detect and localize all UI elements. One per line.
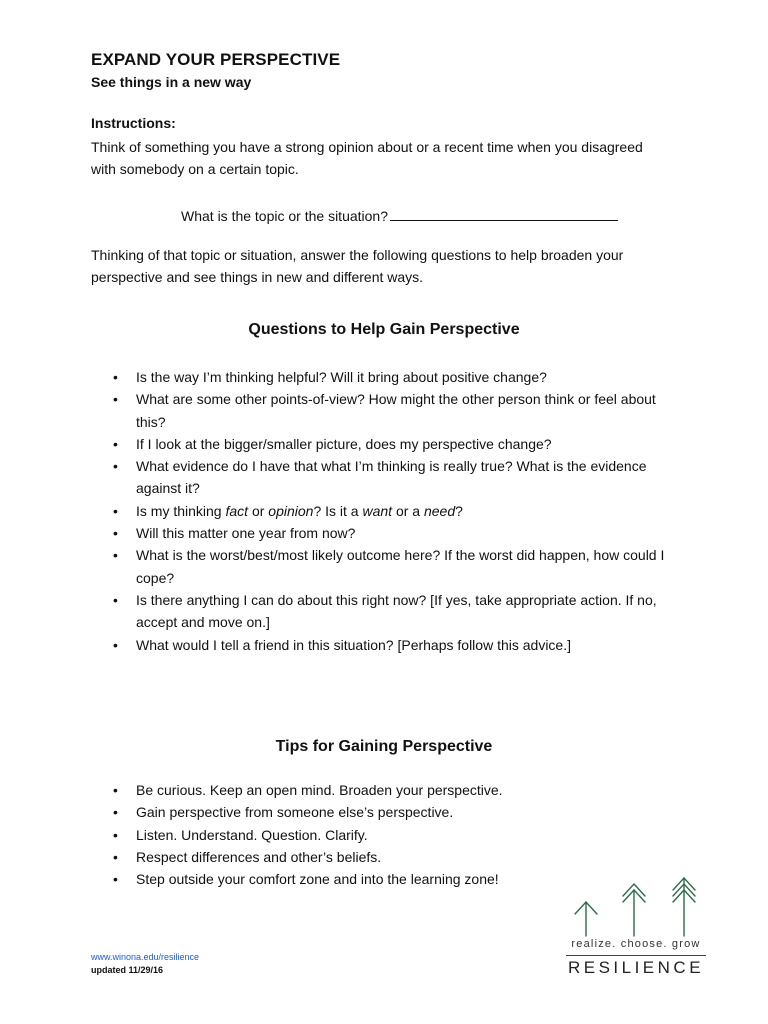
list-item [113,388,673,433]
footer-link[interactable]: www.winona.edu/resilience [91,952,200,962]
text-segment-italic: want [362,502,393,519]
text-segment: or a [392,502,424,519]
tips-heading: Tips for Gaining Perspective [275,738,493,755]
text-segment: or [248,502,269,519]
bullet: • [113,848,118,865]
text-segment: ? Is it a [313,502,363,519]
list-item [113,366,673,388]
list-item [113,801,673,823]
follow-up-text: Thinking of that topic or situation, answer the following questions to help broaden your perspective and see things in new and different ways. [91,247,624,285]
bullet: • [113,591,118,608]
list-item [113,500,673,522]
bullet: • [113,525,118,542]
question-text-fact-opinion [136,503,463,519]
list-item [113,522,673,544]
list-item [113,779,673,801]
list-item [113,544,673,589]
instructions-text: Think of something you have a strong opinion about or a recent time when you disagreed with somebody on a certain topic. [91,139,643,177]
instructions-label: Instructions: [91,115,176,131]
bullet: • [113,826,118,843]
topic-question [181,206,618,224]
text-segment-italic: opinion [268,502,314,519]
bullet: • [113,502,118,519]
tip-text: Step outside your comfort zone and into the learning zone! [136,871,499,888]
list-item [113,589,673,634]
bullet: • [113,871,118,888]
bullet: • [113,782,118,798]
bullet: • [113,391,118,408]
bullet: • [113,804,118,821]
topic-question-text: What is the topic or the situation? [181,208,388,224]
question-text: Is there anything I can do about this right now? [If yes, take appropriate action. If no, accept and move on.] [136,591,657,631]
bullet: • [113,369,118,385]
text-segment-italic: fact [225,502,249,519]
question-text: Is the way I’m thinking helpful? Will it bring about positive change? [136,369,547,385]
footer-updated: updated 11/29/16 [91,965,164,975]
tip-text: Gain perspective from someone else’s perspective. [136,804,454,821]
bullet: • [113,547,118,564]
page-title: EXPAND YOUR PERSPECTIVE [91,50,341,69]
tip-text: Respect differences and other’s beliefs. [136,848,382,865]
list-item [113,846,673,868]
question-text: Will this matter one year from now? [136,525,356,542]
questions-list [113,366,673,656]
list-item [113,824,673,846]
bullet: • [113,636,118,653]
logo-brand: RESILIENCE [566,955,706,978]
list-item [113,433,673,455]
bullet: • [113,435,118,452]
text-segment: Is my thinking [136,502,226,519]
tip-text: Listen. Understand. Question. Clarify. [136,826,368,843]
question-text: What would I tell a friend in this situation? [Perhaps follow this advice.] [136,636,571,653]
questions-heading: Questions to Help Gain Perspective [248,321,520,338]
question-text: What is the worst/best/most likely outcome here? If the worst did happen, how could I cope? [136,547,665,586]
question-text: If I look at the bigger/smaller picture, does my perspective change? [136,435,552,452]
tip-text: Be curious. Keep an open mind. Broaden your perspective. [136,782,503,798]
bullet: • [113,458,118,475]
topic-answer-line [390,206,618,221]
question-text: What are some other points-of-view? How might the other person think or feel about this? [136,391,656,430]
question-text: What evidence do I have that what I’m thinking is really true? What is the evidence against it? [136,458,647,497]
text-segment-italic: need [423,502,456,519]
text-segment: ? [455,502,463,519]
list-item [113,455,673,500]
list-item [113,634,673,656]
page-subtitle: See things in a new way [91,74,252,90]
logo-tagline: realize. choose. grow [571,938,701,950]
